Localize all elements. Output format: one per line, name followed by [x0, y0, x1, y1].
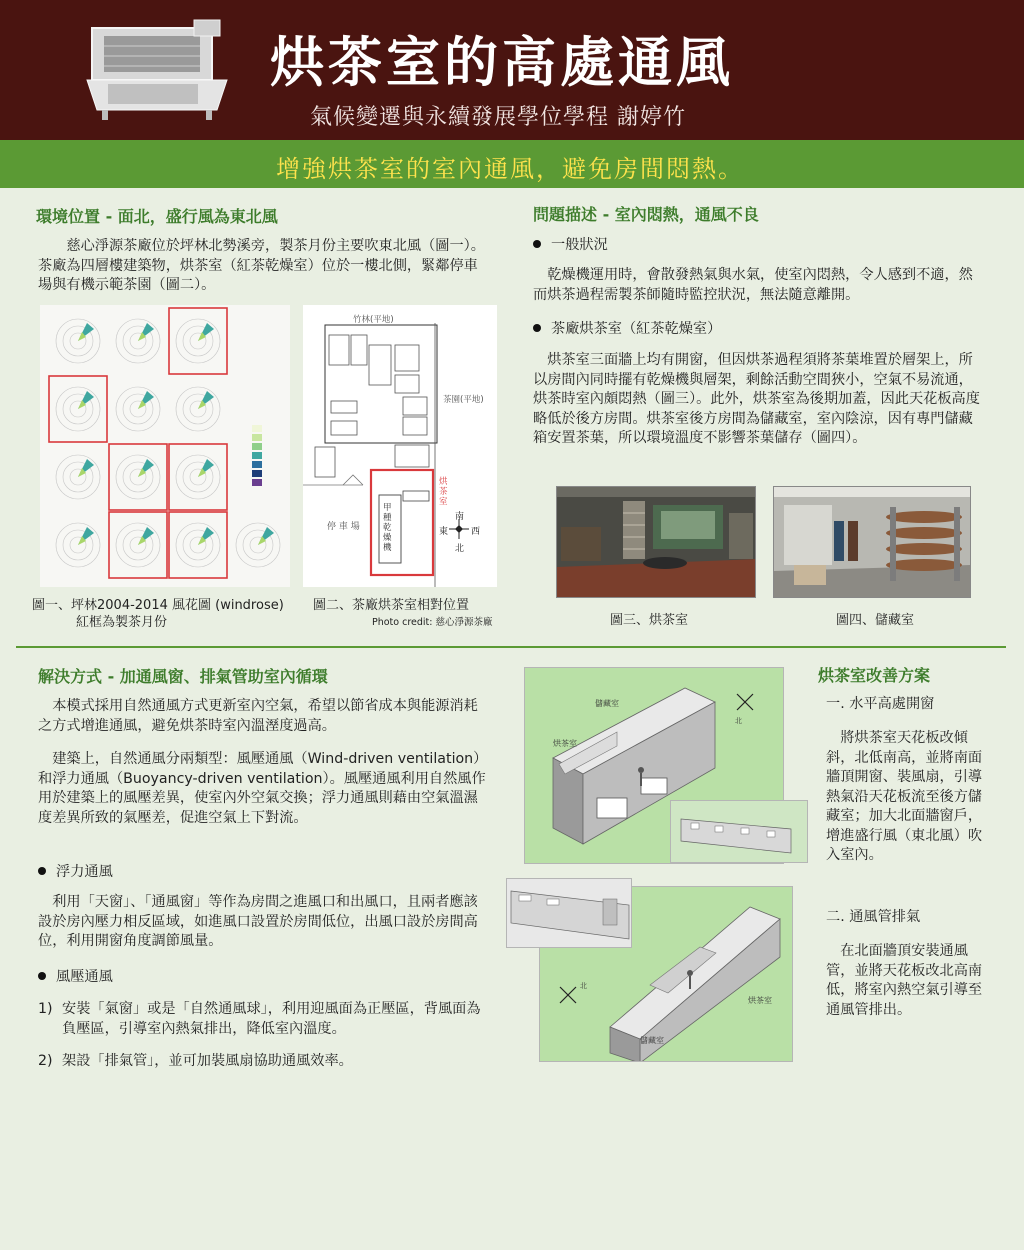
drying-room-photo [556, 486, 756, 598]
solution-bullet-buoyancy-label: 浮力通風 [56, 864, 113, 880]
section-divider [16, 646, 1006, 648]
plan-parking-label: 停 車 場 [327, 522, 360, 532]
windrose-panel [116, 319, 160, 363]
problem-title: 問題描述 - 室內悶熱，通風不良 [533, 205, 759, 224]
problem-bullet-room-label: 茶廠烘茶室（紅茶乾燥室） [551, 321, 722, 337]
windrose-panel [56, 523, 100, 567]
compass-bottom: 北 [455, 544, 465, 554]
solution-item2-text: 架設「排氣管」，並可加裝風扇協助通風效率。 [62, 1053, 353, 1069]
windrose-panel [109, 444, 167, 510]
windrose-panel [56, 455, 100, 499]
storage-room-photo-drawing [774, 487, 971, 598]
solution-bullet-wind [38, 966, 113, 986]
design2-room-label: 烘茶室 [748, 996, 772, 1005]
windrose-panel [56, 319, 100, 363]
problem-bullet-room [533, 318, 721, 338]
design1-storage-label: 儲藏室 [595, 699, 619, 708]
plan-top-label: 竹林(平地) [353, 315, 394, 325]
bullet-dot [533, 240, 541, 248]
poster-title: 烘茶室的高處通風 [270, 31, 734, 94]
fig3-caption: 圖三、烘茶室 [610, 613, 689, 628]
design2-storage-label: 儲藏室 [640, 1036, 664, 1045]
windrose-panel [236, 523, 280, 567]
design1-north-label: 北 [735, 717, 742, 725]
windrose-legend-swatch [252, 479, 262, 486]
windrose-panel [169, 444, 227, 510]
solution-item1-text: 安裝「氣窗」或是「自然通風球」，利用迎風面為正壓區，背風面為負壓區，引導室內熱氣排出，降低室內溫度。 [62, 1001, 481, 1037]
windrose-legend-swatch [252, 452, 262, 459]
windrose-panel [176, 387, 220, 431]
storage-room-photo [773, 486, 971, 598]
poster-header [0, 0, 1024, 140]
bullet-dot [533, 324, 541, 332]
plan-right-label: 茶園(平地) [443, 395, 484, 405]
design2-inset-drawing [507, 879, 632, 948]
fig2-credit: Photo credit: 慈心淨源茶廠 [372, 617, 493, 628]
solution-bullet-buoyancy [38, 861, 113, 881]
problem-text-room: 烘茶室三面牆上均有開窗，但因烘茶過程須將茶葉堆置於層架上，所以房間內同時擺有乾燥機與層架，剩餘活動空間狹小，空氣不易流通，烘茶時室內頗悶熱（圖三）。此外，烘茶室為後期加蓋，因此天花板高度略低於後方房間。烘茶室後方房間為儲藏室，室內陰涼，因有專門儲藏箱安置茶葉，所以環境溫度不影響茶葉儲存（圖四）。 [533, 352, 980, 446]
solution-text-types: 建築上，自然通風分兩類型：風壓通風（Wind-driven ventilation）和浮力通風（Buoyancy-driven ventilation）。風壓通風利用自然風作用於建築上的風壓差異，使室內外空氣交換；浮力通風則藉由空氣溫濕度差異所致的氣壓差，促進空氣上下對流。 [38, 751, 488, 826]
fig1-caption-sub: 紅框為製茶月份 [76, 615, 168, 630]
solution-bullet-wind-label: 風壓通風 [56, 969, 113, 985]
windrose-panel [49, 376, 107, 442]
summary-banner-text: 增強烘茶室的室內通風，避免房間悶熱。 [276, 155, 744, 183]
environment-title: 環境位置 - 面北，盛行風為東北風 [36, 207, 278, 226]
bullet-dot [38, 972, 46, 980]
problem-bullet-general-label: 一般狀況 [551, 237, 608, 253]
fig2-caption: 圖二、茶廠烘茶室相對位置 [313, 598, 470, 613]
windrose-legend-swatch [252, 470, 262, 477]
compass-right: 西 [471, 527, 481, 537]
improve-heading-2: 二. 通風管排氣 [826, 909, 921, 925]
windrose-legend-swatch [252, 461, 262, 468]
tea-dryer-machine-illustration [82, 18, 232, 122]
plan-dryer-label: 甲種乾燥機 [383, 503, 392, 553]
windrose-panel [169, 512, 227, 578]
solution-text-intro: 本模式採用自然通風方式更新室內空氣，希望以節省成本與能源消耗之方式增進通風，避免烘茶時室內溫溼度過高。 [38, 698, 478, 734]
windrose-grid [40, 305, 290, 587]
improve-heading-1: 一. 水平高處開窗 [826, 696, 935, 712]
solution-item1-number: 1) [38, 1001, 53, 1017]
fig4-caption: 圖四、儲藏室 [836, 613, 915, 628]
windrose-legend-swatch [252, 434, 262, 441]
floor-plan-drawing [303, 305, 497, 587]
solution-item2-number: 2) [38, 1053, 53, 1069]
compass-top: 南 [455, 512, 465, 522]
poster-author: 氣候變遷與永續發展學位學程 謝婷竹 [310, 105, 686, 130]
environment-text: 慈心淨源茶廠位於坪林北勢溪旁，製茶月份主要吹東北風（圖一）。茶廠為四層樓建築物，烘茶室（紅茶乾燥室）位於一樓北側，緊鄰停車場與有機示範茶園（圖二）。 [38, 238, 485, 293]
windrose-figure [40, 305, 290, 587]
windrose-panel [116, 387, 160, 431]
plan-room-label: 烘茶室 [439, 477, 448, 507]
solution-text-buoyancy: 利用「天窗」、「通風窗」等作為房間之進風口和出風口，且兩者應該設於房內壓力相反區域，如進風口設置於房間低位，出風口設於房間高位，利用開窗角度調節風量。 [38, 894, 478, 949]
design2-inset-render [506, 878, 632, 948]
summary-banner [0, 140, 1024, 188]
windrose-panel [169, 308, 227, 374]
drying-room-photo-drawing [557, 487, 756, 598]
problem-text-general: 乾燥機運用時，會散發熱氣與水氣，使室內悶熱，令人感到不適，然而烘茶過程需製茶師隨時監控狀況，無法隨意離開。 [533, 267, 973, 303]
compass-left: 東 [439, 527, 449, 537]
design2-north-label: 北 [580, 982, 587, 990]
improve-text-1: 將烘茶室天花板改傾斜，北低南高，並將南面牆頂開窗、裝風扇，引導熱氣沿天花板流至後方儲藏室；加大北面牆窗戶，增進盛行風（東北風）吹入室內。 [826, 730, 983, 863]
design1-room-label: 烘茶室 [553, 739, 577, 748]
windrose-legend-swatch [252, 425, 262, 432]
windrose-legend-swatch [252, 443, 262, 450]
design1-inset-render [670, 800, 808, 863]
floor-plan-figure [303, 305, 497, 587]
windrose-panel [109, 512, 167, 578]
design1-inset-drawing [671, 801, 808, 863]
improve-text-2: 在北面牆頂安裝通風管，並將天花板改北高南低，將室內熱空氣引導至通風管排出。 [826, 943, 983, 1018]
problem-bullet-general [533, 234, 608, 254]
fig1-caption: 圖一、坪林2004-2014 風花圖 (windrose) [32, 598, 284, 613]
solution-title: 解決方式 - 加通風窗、排氣管助室內循環 [38, 667, 328, 686]
bullet-dot [38, 867, 46, 875]
improve-title: 烘茶室改善方案 [818, 666, 931, 685]
